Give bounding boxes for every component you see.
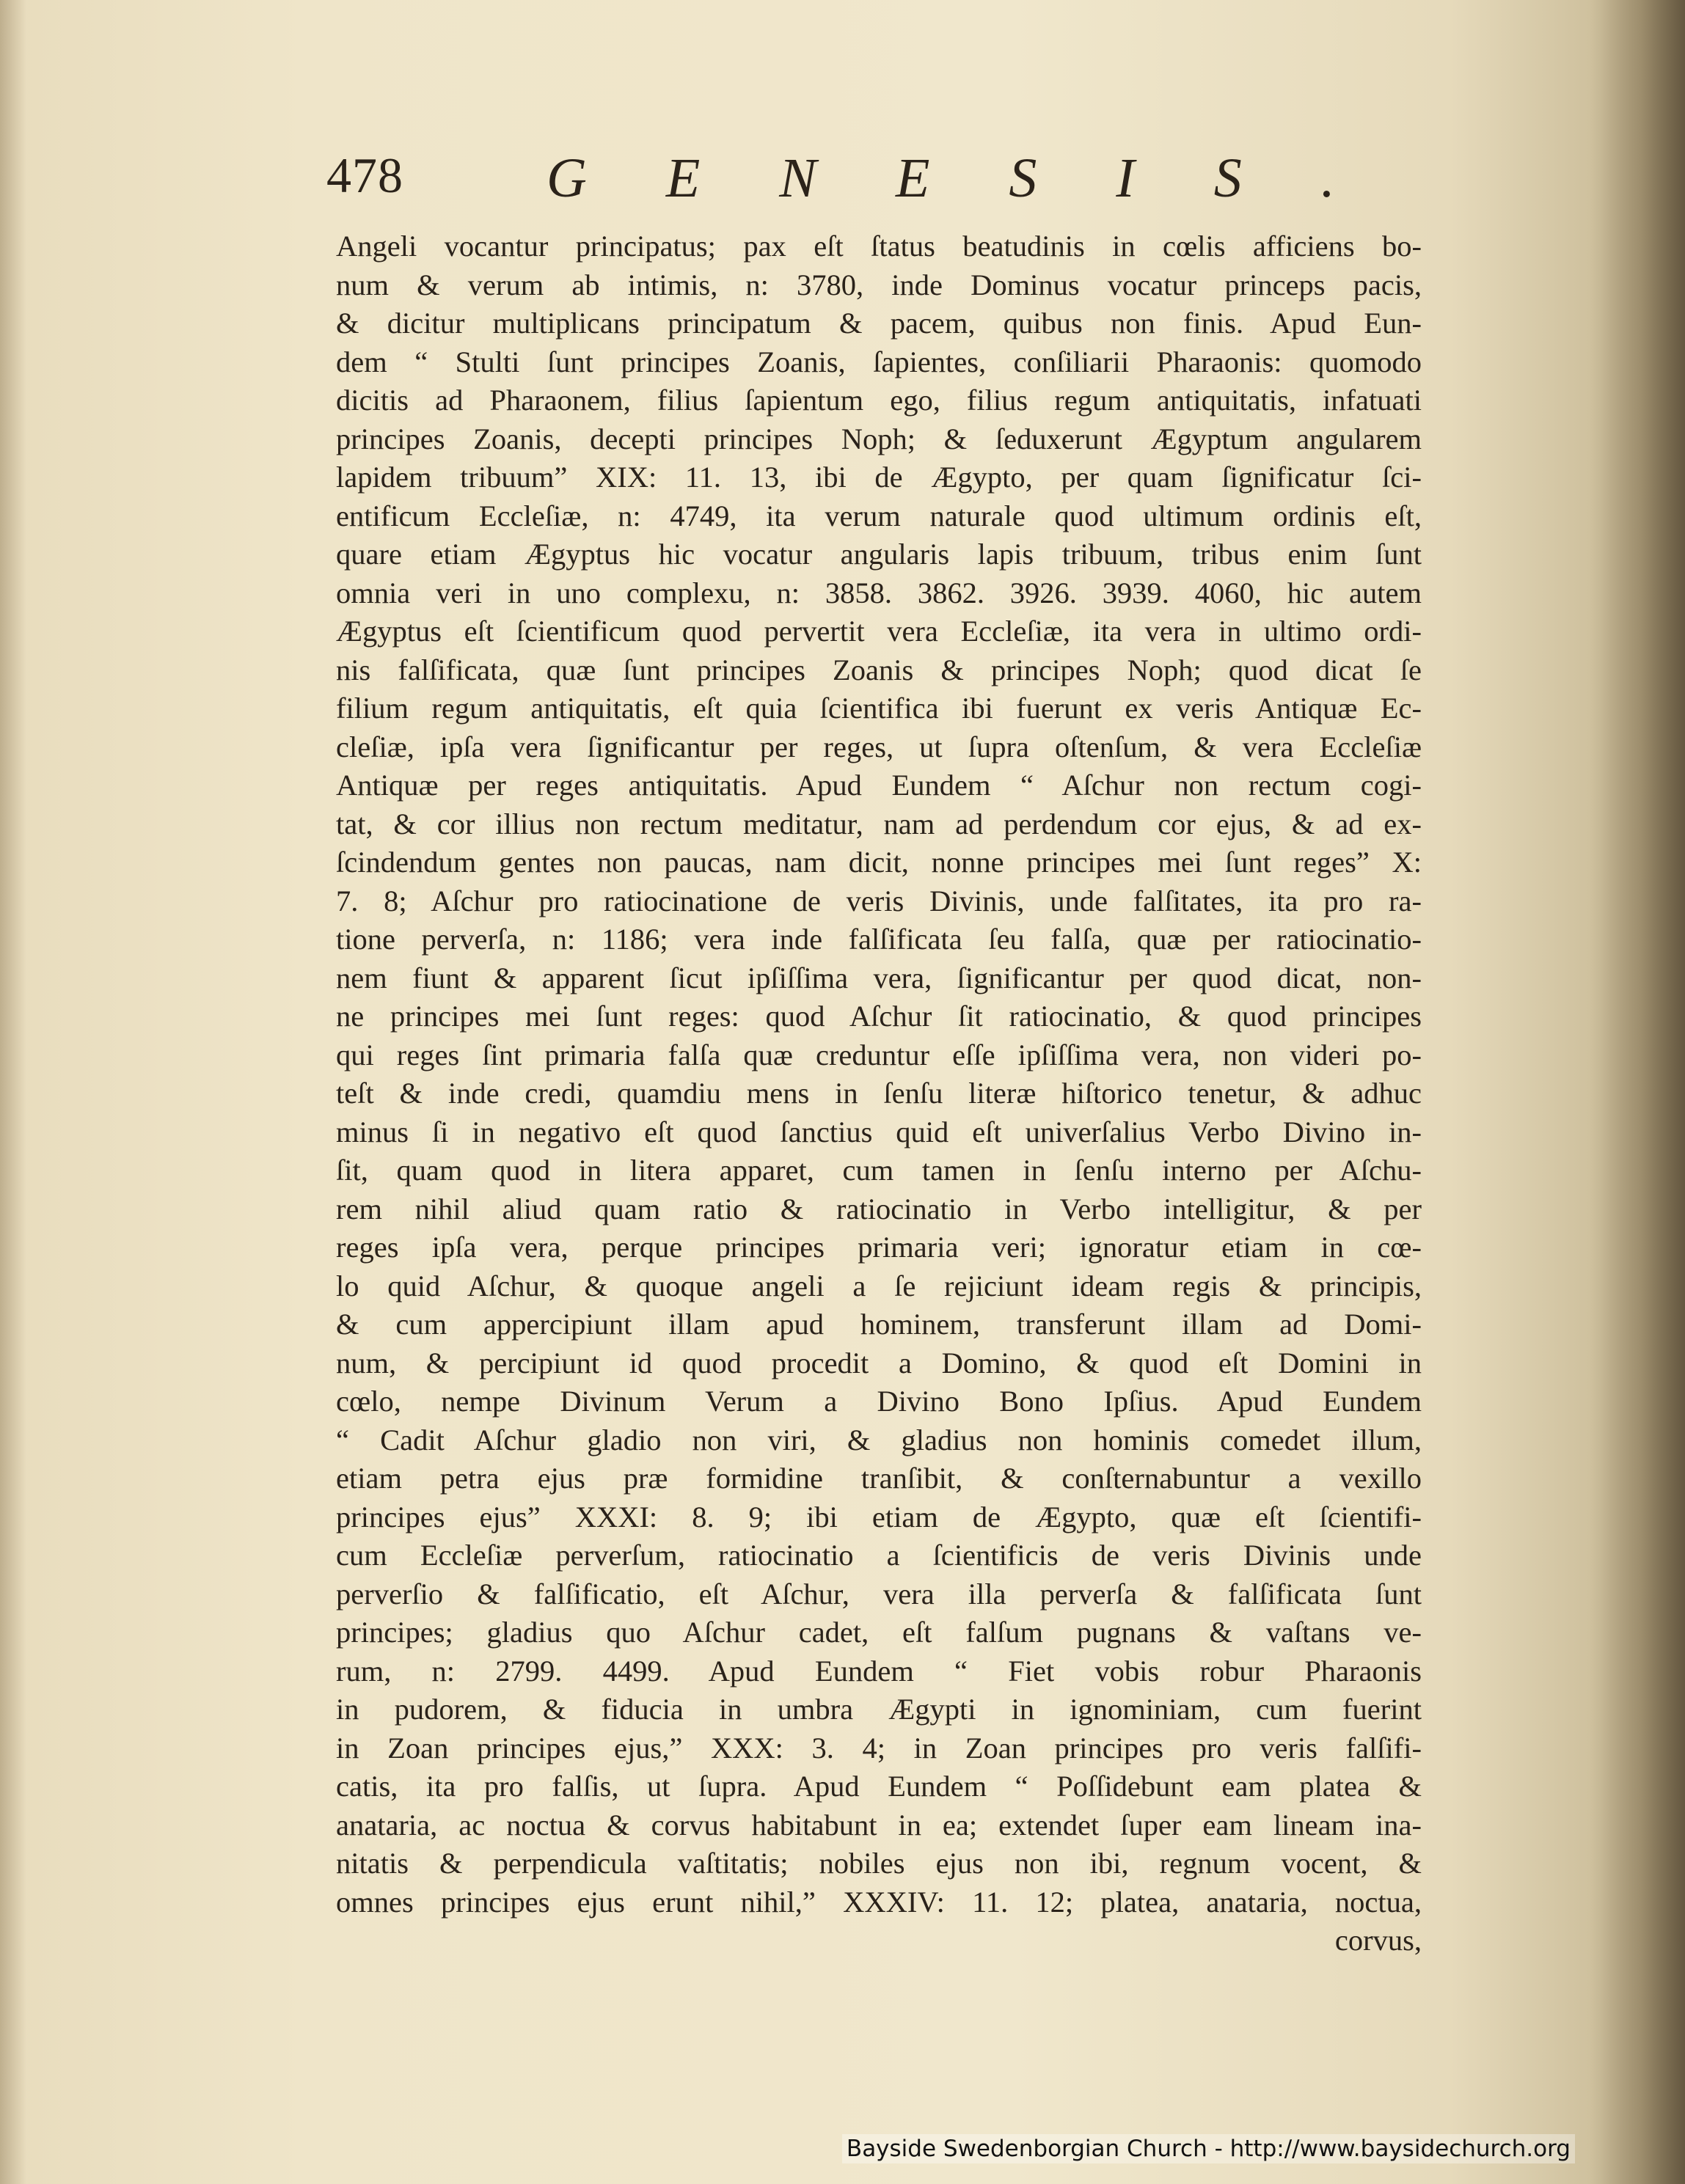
text-line: Angeli vocantur principatus; pax eſt ſtatus beatudinis in cœlis afficiens bo- xyxy=(336,230,1422,263)
text-line: principes Zoanis, decepti principes Noph; & ſeduxerunt Ægyptum angularem xyxy=(336,422,1422,455)
text-line: principes; gladius quo Aſchur cadet, eſt falſum pugnans & vaſtans ve- xyxy=(336,1616,1422,1649)
text-line: lo quid Aſchur, & quoque angeli a ſe rejiciunt ideam regis & principis, xyxy=(336,1269,1422,1302)
text-line: Antiquæ per reges antiquitatis. Apud Eundem “ Aſchur non rectum cogi- xyxy=(336,769,1422,802)
text-line: filium regum antiquitatis, eſt quia ſcientifica ibi fuerunt ex veris Antiquæ Ec- xyxy=(336,692,1422,725)
watermark-credit: Bayside Swedenborgian Church - http://www.baysidechurch.org xyxy=(842,2134,1575,2163)
text-line: nem fiunt & apparent ſicut ipſiſſima vera, ſignificantur per quod dicat, non- xyxy=(336,961,1422,994)
text-line: tione perverſa, n: 1186; vera inde falſificata ſeu falſa, quæ per ratiocinatio- xyxy=(336,923,1422,956)
text-line: “ Cadit Aſchur gladio non viri, & gladius non hominis comedet illum, xyxy=(336,1423,1422,1456)
text-line: Ægyptus eſt ſcientificum quod pervertit vera Eccleſiæ, ita vera in ultimo ordi- xyxy=(336,615,1422,648)
text-line: reges ipſa vera, perque principes primaria veri; ignoratur etiam in cœ- xyxy=(336,1231,1422,1264)
text-line: principes ejus” XXXI: 8. 9; ibi etiam de Ægypto, quæ eſt ſcientifi- xyxy=(336,1500,1422,1533)
text-line: cœlo, nempe Divinum Verum a Divino Bono Ipſius. Apud Eundem xyxy=(336,1385,1422,1418)
text-line: in pudorem, & fiducia in umbra Ægypti in ignominiam, cum fuerint xyxy=(336,1693,1422,1726)
text-line: num, & percipiunt id quod procedit a Domino, & quod eſt Domini in xyxy=(336,1346,1422,1379)
text-line: omnes principes ejus erunt nihil,” XXXIV: 11. 12; platea, anataria, noctua, xyxy=(336,1885,1422,1919)
page-header xyxy=(326,147,1427,213)
text-line: corvus, xyxy=(1334,1924,1422,1957)
text-line: & dicitur multiplicans principatum & pacem, quibus non finis. Apud Eun- xyxy=(336,307,1422,340)
text-line: minus ſi in negativo eſt quod ſanctius quid eſt univerſalius Verbo Divino in- xyxy=(336,1115,1422,1148)
text-line: ſit, quam quod in litera apparet, cum tamen in ſenſu interno per Aſchu- xyxy=(336,1154,1422,1187)
text-line: ſcindendum gentes non paucas, nam dicit, nonne principes mei ſunt reges” X: xyxy=(336,846,1422,879)
text-line: rum, n: 2799. 4499. Apud Eundem “ Fiet vobis robur Pharaonis xyxy=(336,1654,1422,1688)
text-line: ne principes mei ſunt reges: quod Aſchur ſit ratiocinatio, & quod principes xyxy=(336,1000,1422,1033)
body-text xyxy=(336,227,1422,1960)
running-title: GENESIS. xyxy=(547,147,1414,209)
text-line: qui reges ſint primaria falſa quæ creduntur eſſe ipſiſſima vera, non videri po- xyxy=(336,1038,1422,1071)
text-line: quare etiam Ægyptus hic vocatur angularis lapis tribuum, tribus enim ſunt xyxy=(336,538,1422,571)
text-line: lapidem tribuum” XIX: 11. 13, ibi de Ægypto, per quam ſignificatur ſci- xyxy=(336,461,1422,494)
text-line: & cum appercipiunt illam apud hominem, transferunt illam ad Domi- xyxy=(336,1308,1422,1341)
text-line: rem nihil aliud quam ratio & ratiocinatio in Verbo intelligitur, & per xyxy=(336,1192,1422,1225)
text-line: omnia veri in uno complexu, n: 3858. 3862. 3926. 3939. 4060, hic autem xyxy=(336,576,1422,609)
text-line: dicitis ad Pharaonem, filius ſapientum ego, filius regum antiquitatis, infatuati xyxy=(336,384,1422,417)
text-line: dem “ Stulti ſunt principes Zoanis, ſapientes, conſiliarii Pharaonis: quomodo xyxy=(336,345,1422,378)
text-line: tat, & cor illius non rectum meditatur, nam ad perdendum cor ejus, & ad ex- xyxy=(336,807,1422,840)
page-spine-shadow xyxy=(1590,0,1685,2184)
text-line: in Zoan principes ejus,” XXX: 3. 4; in Zoan principes pro veris falſifi- xyxy=(336,1731,1422,1765)
text-line: etiam petra ejus præ formidine tranſibit, & conſternabuntur a vexillo xyxy=(336,1462,1422,1495)
text-line: cum Eccleſiæ perverſum, ratiocinatio a ſcientificis de veris Divinis unde xyxy=(336,1539,1422,1572)
text-line: cleſiæ, ipſa vera ſignificantur per reges, ut ſupra oſtenſum, & vera Eccleſiæ xyxy=(336,730,1422,763)
text-line: anataria, ac noctua & corvus habitabunt in ea; extendet ſuper eam lineam ina- xyxy=(336,1808,1422,1842)
text-line: catis, ita pro falſis, ut ſupra. Apud Eundem “ Poſſidebunt eam platea & xyxy=(336,1770,1422,1803)
page-left-edge-shading xyxy=(0,0,26,2184)
text-line: num & verum ab intimis, n: 3780, inde Dominus vocatur princeps pacis, xyxy=(336,268,1422,301)
text-line: nis falſificata, quæ ſunt principes Zoanis & principes Noph; quod dicat ſe xyxy=(336,653,1422,686)
text-line: nitatis & perpendicula vaſtitatis; nobiles ejus non ibi, regnum vocent, & xyxy=(336,1847,1422,1880)
text-line: entificum Eccleſiæ, n: 4749, ita verum naturale quod ultimum ordinis eſt, xyxy=(336,499,1422,532)
page-number: 478 xyxy=(326,147,403,203)
text-line: teſt & inde credi, quamdiu mens in ſenſu literæ hiſtorico tenetur, & adhuc xyxy=(336,1077,1422,1110)
text-line: 7. 8; Aſchur pro ratiocinatione de veris Divinis, unde falſitates, ita pro ra- xyxy=(336,884,1422,917)
text-line: perverſio & falſificatio, eſt Aſchur, vera illa perverſa & falſificata ſunt xyxy=(336,1577,1422,1610)
